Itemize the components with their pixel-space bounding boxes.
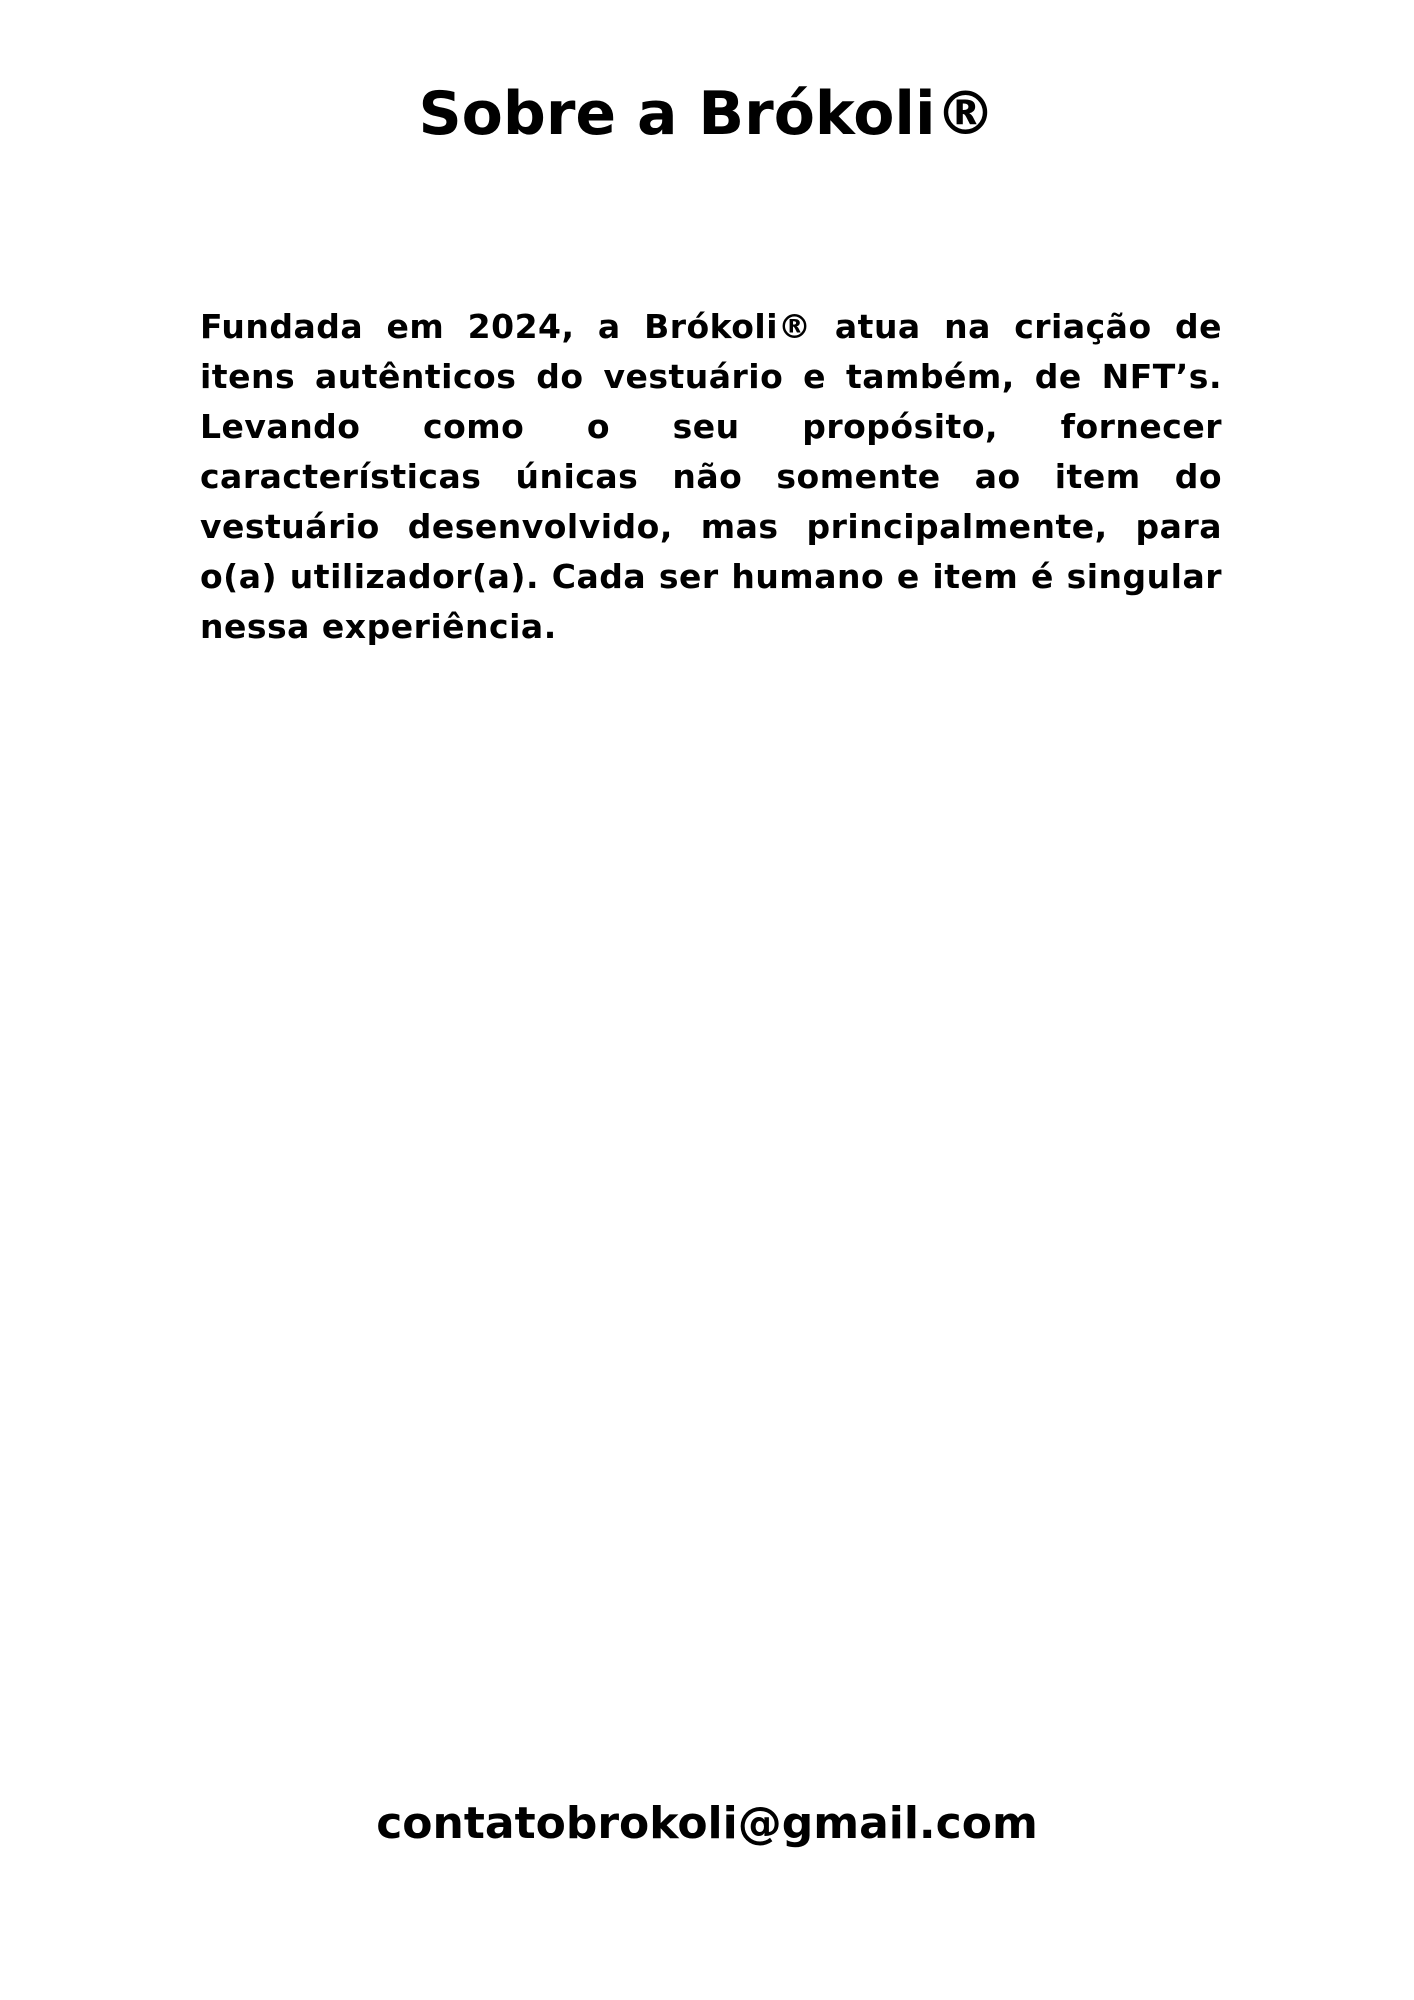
contact-email-link[interactable]: contatobrokoli@gmail.com — [376, 1798, 1038, 1849]
about-paragraph: Fundada em 2024, a Brókoli® atua na criação de itens autênticos do vestuário e também, de NFT’s. Levando como o seu propósito, fornecer características únicas não somente ao item do vestuário desenvolvido, mas principalmente, para o(a) utilizador(a). Cada ser humano e item é singular nessa experiência. — [200, 307, 1222, 646]
page-title: Sobre a Brókoli® — [418, 79, 996, 149]
